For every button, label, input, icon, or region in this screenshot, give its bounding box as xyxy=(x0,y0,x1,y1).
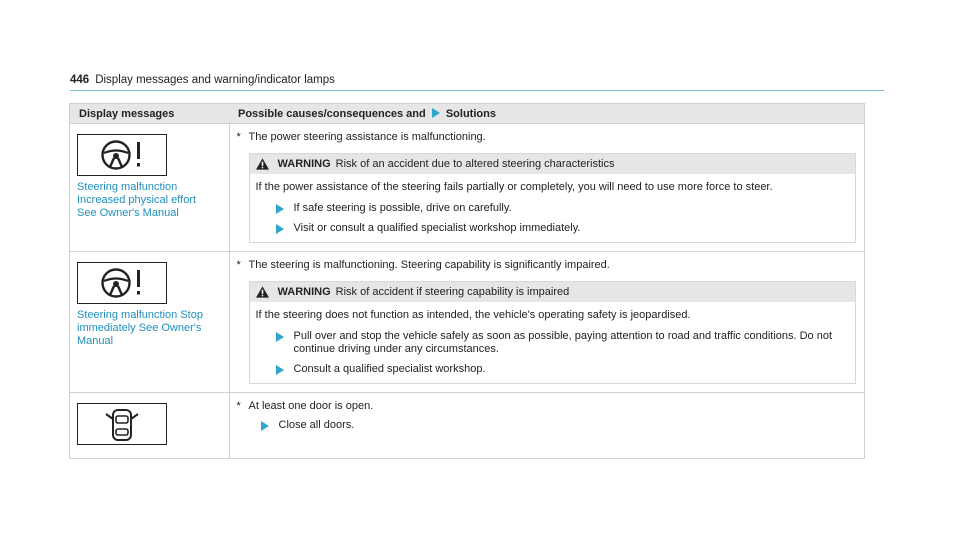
message-line: Manual xyxy=(77,335,114,347)
cause-text: At least one door is open. xyxy=(248,400,374,412)
warning-text: If the steering does not function as intended, the vehicle's operating safety is jeopardised. xyxy=(255,309,691,321)
solution-cell xyxy=(229,393,865,459)
display-message xyxy=(77,309,223,348)
solution-step xyxy=(276,330,848,356)
warning-body xyxy=(250,302,856,383)
page-number: 446 xyxy=(70,74,90,86)
arrow-right-icon xyxy=(261,421,269,431)
solution-text: If safe steering is possible, drive on carefully. xyxy=(293,202,512,214)
page-title: Display messages and warning/indicator lamps xyxy=(95,74,335,86)
table-row xyxy=(70,252,865,393)
warning-box xyxy=(249,281,857,384)
warning-text: If the power assistance of the steering fails partially or completely, you will need to use more force to steer. xyxy=(255,181,773,193)
column-header-messages: Display messages xyxy=(70,104,230,124)
table-header-row xyxy=(70,104,865,124)
symbol-box xyxy=(77,134,167,176)
message-line: Steering malfunction xyxy=(77,181,178,193)
warning-triangle-icon xyxy=(256,158,269,170)
display-message xyxy=(77,181,223,220)
column-header-solutions xyxy=(229,104,865,124)
column-header-prefix: Possible causes/consequences and xyxy=(238,107,426,120)
page-header xyxy=(70,74,884,91)
solution-step xyxy=(276,222,848,235)
warning-heading xyxy=(250,282,856,302)
solution-step xyxy=(276,363,848,376)
cause-text: The power steering assistance is malfunctioning. xyxy=(248,131,486,143)
message-cell xyxy=(70,393,230,459)
message-cell xyxy=(70,252,230,393)
warning-heading xyxy=(250,154,856,174)
message-line: See Owner's Manual xyxy=(77,207,179,219)
door-open-icon xyxy=(102,405,142,443)
cause-item: * The power steering assistance is malfunctioning. xyxy=(236,131,486,143)
warning-label: WARNING xyxy=(277,158,331,170)
warning-label: WARNING xyxy=(277,286,331,298)
symbol-box xyxy=(77,262,167,304)
table-row xyxy=(70,124,865,252)
arrow-right-icon xyxy=(276,365,284,375)
steering-wheel-exclamation-icon xyxy=(92,266,152,300)
cause-item: * The steering is malfunctioning. Steering capability is significantly impaired. xyxy=(236,259,610,271)
message-line: Increased physical effort xyxy=(77,194,197,206)
arrow-right-icon xyxy=(276,224,284,234)
message-line: immediately See Owner's xyxy=(77,322,202,334)
display-messages-table xyxy=(69,103,865,459)
solution-cell xyxy=(229,252,865,393)
warning-title: Risk of accident if steering capability is impaired xyxy=(335,286,570,298)
solution-cell xyxy=(229,124,865,252)
message-line: Steering malfunction Stop xyxy=(77,309,203,321)
cause-item: * At least one door is open. xyxy=(236,400,374,412)
solution-text: Close all doors. xyxy=(278,419,355,431)
warning-title: Risk of an accident due to altered steering characteristics xyxy=(335,158,615,170)
solution-text: Pull over and stop the vehicle safely as soon as possible, paying attention to road and traffic conditions. Do not continue driving under any circumstances. xyxy=(293,330,833,355)
warning-box xyxy=(249,153,857,243)
solution-step xyxy=(276,202,848,215)
cause-text: The steering is malfunctioning. Steering capability is significantly impaired. xyxy=(248,259,610,271)
arrow-right-icon xyxy=(276,332,284,342)
solution-text: Visit or consult a qualified specialist workshop immediately. xyxy=(293,222,581,234)
solution-step xyxy=(261,419,857,432)
column-header-suffix: Solutions xyxy=(445,107,496,120)
symbol-box xyxy=(77,403,167,445)
arrow-right-icon xyxy=(276,204,284,214)
solution-text: Consult a qualified specialist workshop. xyxy=(293,363,486,375)
solution-arrow-icon xyxy=(432,108,440,118)
warning-triangle-icon xyxy=(256,286,269,298)
message-cell xyxy=(70,124,230,252)
warning-body xyxy=(250,174,856,242)
steering-wheel-exclamation-icon xyxy=(92,138,152,172)
table-row xyxy=(70,393,865,459)
